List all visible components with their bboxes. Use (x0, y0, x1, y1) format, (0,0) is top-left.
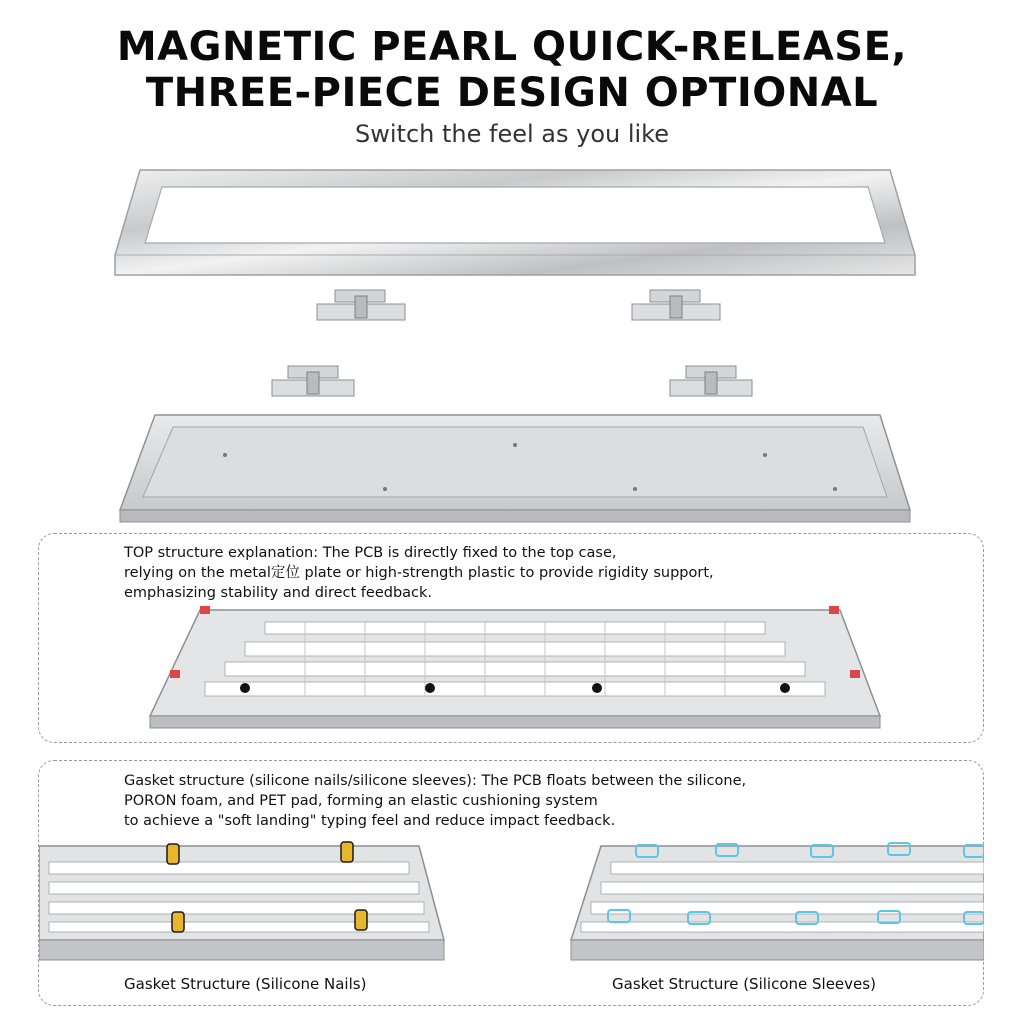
top-structure-line1: TOP structure explanation: The PCB is directly fixed to the top case, (124, 545, 617, 561)
main-title-line2: THREE-PIECE DESIGN OPTIONAL (145, 70, 879, 116)
top-structure-line3: emphasizing stability and direct feedback. (124, 585, 433, 601)
top-structure-line2: relying on the metal定位 plate or high-strength plastic to provide rigidity support, (124, 565, 714, 581)
keyboard-plate-art (566, 840, 984, 966)
caption-silicone-nails: Gasket Structure (Silicone Nails) (124, 975, 367, 993)
keyboard-plate-art (145, 604, 885, 732)
magnet-bracket-icon (668, 364, 754, 400)
subtitle: Switch the feel as you like (355, 120, 669, 148)
gasket-structure-line3: to achieve a "soft landing" typing feel and reduce impact feedback. (124, 813, 616, 829)
magnet-bracket-icon (270, 364, 356, 400)
magnet-bracket-icon (630, 288, 722, 324)
top-frame-art (110, 165, 920, 280)
caption-silicone-sleeves: Gasket Structure (Silicone Sleeves) (612, 975, 876, 993)
silicone-nail-icon (167, 844, 179, 864)
main-title-line1: MAGNETIC PEARL QUICK-RELEASE, (116, 24, 908, 70)
gasket-structure-line1: Gasket structure (silicone nails/silicone sleeves): The PCB floats between the silicone, (124, 773, 747, 789)
magnet-bracket-icon (315, 288, 407, 324)
gasket-structure-line2: PORON foam, and PET pad, forming an elastic cushioning system (124, 793, 598, 809)
keyboard-plate-art (39, 840, 449, 966)
bottom-case-art (115, 405, 915, 527)
